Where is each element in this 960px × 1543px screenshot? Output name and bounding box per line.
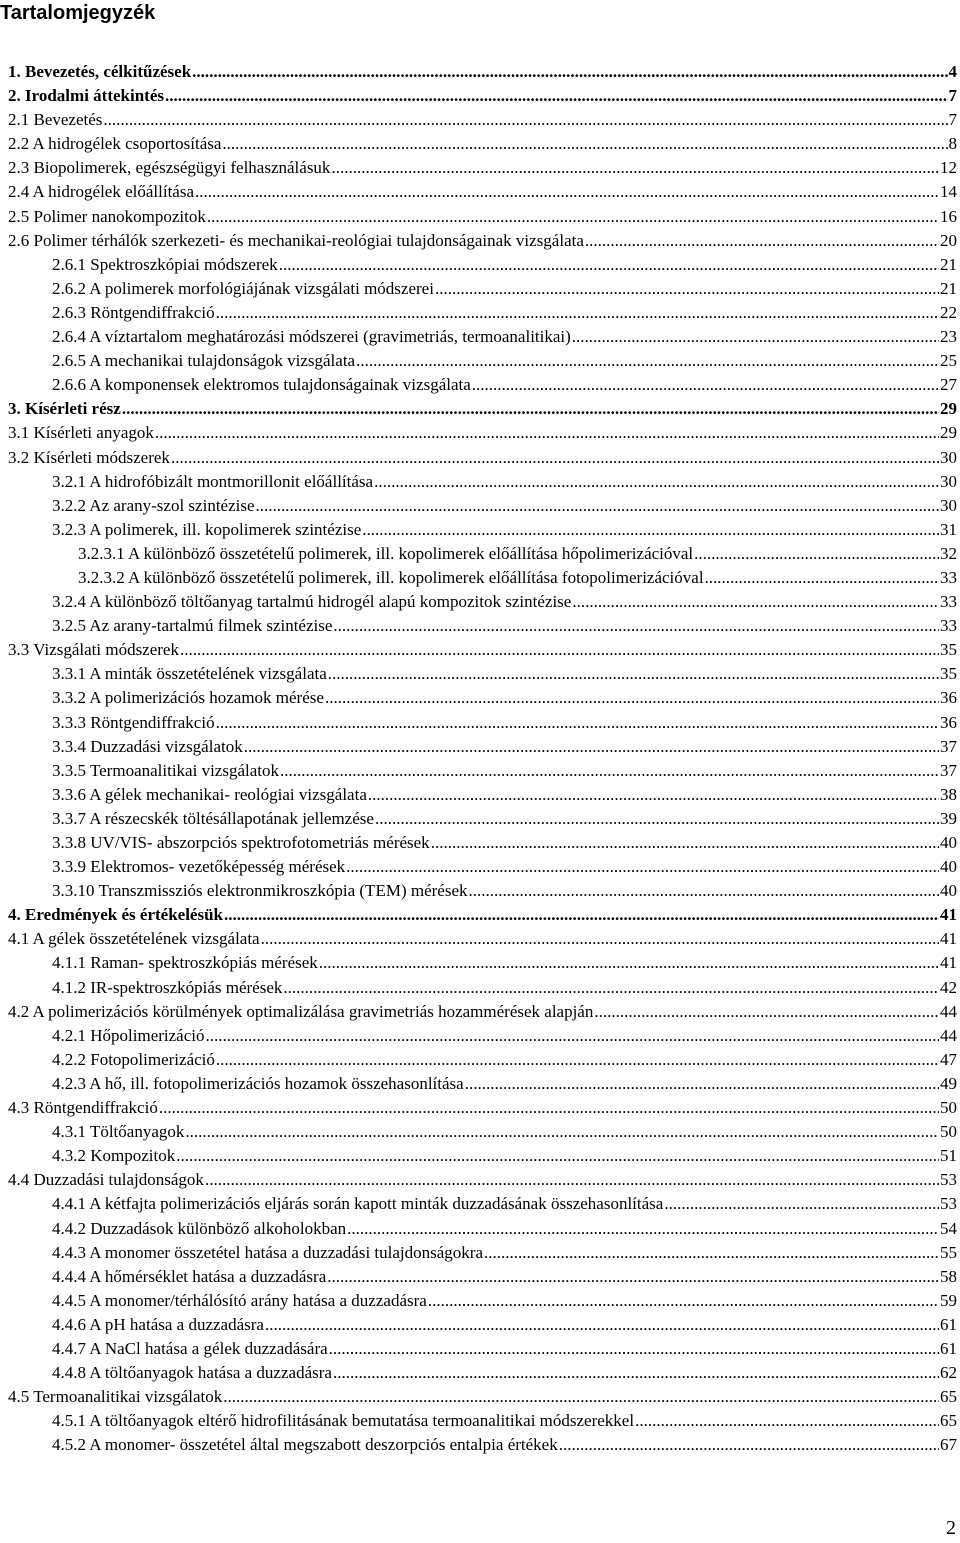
toc-entry[interactable] [0, 542, 960, 566]
toc-leader-dots [185, 1120, 939, 1144]
toc-entry-page: 49 [940, 1073, 957, 1093]
toc-leader-dots [205, 1168, 939, 1192]
toc-entry-label: 4.1.1 Raman- spektroszkópiás mérések [52, 953, 318, 973]
toc-leader-dots [216, 711, 939, 735]
toc-entry[interactable] [0, 518, 960, 542]
toc-entry-page: 14 [940, 182, 957, 202]
toc-entry-page: 40 [940, 881, 957, 901]
toc-entry-page: 33 [940, 592, 957, 612]
toc-entry-page: 53 [940, 1194, 957, 1214]
toc-leader-dots [319, 951, 939, 975]
toc-entry[interactable] [0, 903, 960, 927]
toc-entry-label: 4.4.4 A hőmérséklet hatása a duzzadásra [52, 1266, 327, 1286]
toc-entry-page: 16 [940, 206, 957, 226]
table-of-contents [0, 60, 960, 1457]
toc-entry-label: 4.4.5 A monomer/térhálósító arány hatása a duzzadásra [52, 1290, 427, 1310]
toc-entry[interactable] [0, 614, 960, 638]
toc-leader-dots [265, 1313, 939, 1337]
toc-leader-dots [103, 108, 947, 132]
toc-entry[interactable] [0, 1120, 960, 1144]
toc-leader-dots [159, 1096, 939, 1120]
toc-entry-page: 31 [940, 519, 957, 539]
toc-entry[interactable] [0, 783, 960, 807]
toc-entry[interactable] [0, 1241, 960, 1265]
toc-entry[interactable] [0, 349, 960, 373]
toc-entry-label: 3.3.1 A minták összetételének vizsgálata [52, 664, 327, 684]
toc-entry[interactable] [0, 662, 960, 686]
toc-entry[interactable] [0, 205, 960, 229]
toc-entry[interactable] [0, 397, 960, 421]
toc-leader-dots [368, 783, 939, 807]
toc-entry-page: 7 [948, 86, 957, 106]
toc-entry-label: 2.1 Bevezetés [8, 110, 103, 130]
toc-entry[interactable] [0, 1313, 960, 1337]
toc-entry-page: 65 [940, 1387, 957, 1407]
toc-entry-page: 35 [940, 664, 957, 684]
toc-entry-label: 2.6.6 A komponensek elektromos tulajdonságainak vizsgálata [52, 375, 471, 395]
toc-entry-page: 33 [940, 567, 957, 587]
toc-leader-dots [279, 253, 939, 277]
toc-entry[interactable] [0, 638, 960, 662]
toc-entry-page: 65 [940, 1411, 957, 1431]
toc-entry-label: 4.3 Röntgendiffrakció [8, 1098, 158, 1118]
page-title: Tartalomjegyzék [0, 2, 156, 24]
toc-entry-page: 4 [948, 62, 957, 81]
toc-entry-page: 30 [940, 447, 957, 467]
toc-entry-label: 3.2.3.1 A különböző összetételű polimerek, ill. kopolimerek előállítása hőpolimerizációval [78, 543, 694, 563]
toc-leader-dots [280, 759, 939, 783]
toc-entry[interactable] [0, 494, 960, 518]
page-number: 2 [946, 1517, 956, 1539]
toc-leader-dots [165, 84, 948, 108]
toc-entry-page: 67 [940, 1435, 957, 1455]
toc-leader-dots [465, 1072, 939, 1096]
toc-entry[interactable] [0, 951, 960, 975]
toc-entry-page: 8 [948, 134, 957, 154]
toc-leader-dots [705, 566, 939, 590]
toc-entry-page: 41 [940, 929, 957, 949]
toc-entry[interactable] [0, 686, 960, 710]
toc-entry-page: 37 [940, 760, 957, 780]
toc-entry-page: 62 [940, 1363, 957, 1383]
toc-entry[interactable] [0, 566, 960, 590]
toc-entry-label: 4.2.1 Hőpolimerizáció [52, 1025, 205, 1045]
toc-leader-dots [216, 1048, 939, 1072]
toc-entry-page: 30 [940, 471, 957, 491]
toc-leader-dots [431, 831, 939, 855]
toc-leader-dots [694, 542, 939, 566]
toc-leader-dots [362, 518, 939, 542]
toc-entry-label: 4.4.6 A pH hatása a duzzadásra [52, 1314, 264, 1334]
toc-entry-label: 3.3.3 Röntgendiffrakció [52, 712, 215, 732]
toc-entry[interactable] [0, 1385, 960, 1409]
toc-leader-dots [594, 1000, 939, 1024]
toc-leader-dots [283, 976, 939, 1000]
toc-entry-label: 3.1 Kísérleti anyagok [8, 423, 154, 443]
toc-entry[interactable] [0, 108, 960, 132]
toc-entry-label: 4.2.3 A hő, ill. fotopolimerizációs hozamok összehasonlítása [52, 1073, 464, 1093]
toc-leader-dots [435, 277, 939, 301]
toc-entry-page: 27 [940, 375, 957, 395]
toc-leader-dots [122, 397, 939, 421]
toc-entry-page: 29 [940, 399, 957, 419]
toc-entry-page: 20 [940, 230, 957, 250]
toc-entry-label: 4.3.1 Töltőanyagok [52, 1122, 185, 1142]
toc-entry[interactable] [0, 84, 960, 108]
toc-leader-dots [635, 1409, 939, 1433]
toc-entry-label: 2.4 A hidrogélek előállítása [8, 182, 195, 202]
toc-entry-page: 50 [940, 1098, 957, 1118]
toc-entry-label: 4.4.8 A töltőanyagok hatása a duzzadásra [52, 1363, 332, 1383]
toc-entry-label: 4.1 A gélek összetételének vizsgálata [8, 929, 260, 949]
toc-entry[interactable] [0, 590, 960, 614]
toc-entry-page: 37 [940, 736, 957, 756]
toc-leader-dots [176, 1144, 939, 1168]
toc-entry-label: 2.5 Polimer nanokompozitok [8, 206, 206, 226]
toc-entry-label: 2.3 Biopolimerek, egészségügyi felhasználásuk [8, 158, 331, 178]
toc-entry[interactable] [0, 373, 960, 397]
toc-entry[interactable] [0, 855, 960, 879]
toc-entry[interactable] [0, 1289, 960, 1313]
toc-leader-dots [472, 373, 939, 397]
toc-entry-label: 2.6.4 A víztartalom meghatározási módszerei (gravimetriás, termoanalitikai) [52, 327, 571, 347]
toc-entry-page: 41 [940, 905, 957, 925]
toc-entry-label: 4.4.2 Duzzadások különböző alkoholokban [52, 1218, 347, 1238]
toc-leader-dots [374, 470, 939, 494]
toc-entry-page: 35 [940, 640, 957, 660]
toc-entry[interactable] [0, 1096, 960, 1120]
toc-entry-label: 4.5 Termoanalitikai vizsgálatok [8, 1387, 223, 1407]
toc-entry[interactable] [0, 229, 960, 253]
toc-entry-label: 4.4.7 A NaCl hatása a gélek duzzadására [52, 1338, 328, 1358]
toc-entry-page: 41 [940, 953, 957, 973]
toc-entry[interactable] [0, 1265, 960, 1289]
toc-leader-dots [171, 446, 939, 470]
toc-entry[interactable] [0, 301, 960, 325]
toc-entry-label: 4.2 A polimerizációs körülmények optimalizálása gravimetriás hozammérések alapján [8, 1001, 594, 1021]
toc-entry[interactable] [0, 1192, 960, 1216]
toc-entry-label: 3.3.9 Elektromos- vezetőképesség mérések [52, 857, 346, 877]
toc-leader-dots [329, 1337, 939, 1361]
toc-entry[interactable] [0, 277, 960, 301]
toc-entry-label: 3.3.10 Transzmissziós elektronmikroszkópia (TEM) mérések [52, 881, 468, 901]
toc-leader-dots [206, 1024, 940, 1048]
toc-entry[interactable] [0, 470, 960, 494]
toc-entry-label: 3.3.5 Termoanalitikai vizsgálatok [52, 760, 279, 780]
toc-entry[interactable] [0, 156, 960, 180]
toc-entry-page: 23 [940, 327, 957, 347]
toc-entry-label: 4.1.2 IR-spektroszkópiás mérések [52, 977, 283, 997]
toc-entry-page: 44 [940, 1001, 957, 1021]
toc-entry-label: 4. Eredmények és értékelésük [8, 905, 223, 925]
toc-leader-dots [216, 301, 939, 325]
toc-entry[interactable] [0, 60, 960, 84]
toc-entry-page: 42 [940, 977, 957, 997]
toc-entry-label: 2.6 Polimer térhálók szerkezeti- és mechanikai-reológiai tulajdonságainak vizsgálata [8, 230, 584, 250]
toc-entry-label: 2.2 A hidrogélek csoportosítása [8, 134, 222, 154]
toc-leader-dots [356, 349, 939, 373]
toc-leader-dots [325, 686, 939, 710]
toc-entry[interactable] [0, 976, 960, 1000]
toc-entry-label: 4.2.2 Fotopolimerizáció [52, 1049, 215, 1069]
toc-leader-dots [572, 590, 939, 614]
toc-entry[interactable] [0, 1361, 960, 1385]
toc-entry-page: 61 [940, 1338, 957, 1358]
toc-entry[interactable] [0, 1000, 960, 1024]
toc-entry-page: 54 [940, 1218, 957, 1238]
toc-leader-dots [244, 735, 939, 759]
toc-entry[interactable] [0, 879, 960, 903]
toc-entry-page: 7 [948, 110, 957, 130]
toc-entry-label: 1. Bevezetés, célkitűzések [8, 62, 192, 81]
toc-entry-label: 3.3.8 UV/VIS- abszorpciós spektrofotometriás mérések [52, 833, 430, 852]
toc-entry-page: 12 [940, 158, 957, 178]
toc-entry[interactable] [0, 1144, 960, 1168]
toc-leader-dots [222, 132, 947, 156]
toc-leader-dots [333, 614, 939, 638]
toc-entry-label: 4.5.1 A töltőanyagok eltérő hidrofilitásának bemutatása termoanalitikai módszerekkel [52, 1411, 635, 1431]
toc-leader-dots [180, 638, 939, 662]
toc-entry[interactable] [0, 1072, 960, 1096]
toc-leader-dots [469, 879, 940, 903]
toc-leader-dots [585, 229, 939, 253]
toc-entry-page: 47 [940, 1049, 957, 1069]
toc-leader-dots [261, 927, 939, 951]
toc-entry[interactable] [0, 1433, 960, 1457]
toc-entry[interactable] [0, 180, 960, 204]
toc-entry-page: 21 [940, 278, 957, 298]
toc-leader-dots [328, 662, 939, 686]
toc-entry-page: 40 [940, 857, 957, 877]
toc-entry-page: 39 [940, 808, 957, 828]
toc-leader-dots [195, 180, 939, 204]
toc-entry-page: 61 [940, 1314, 957, 1334]
toc-entry-page: 50 [940, 1122, 957, 1142]
toc-leader-dots [192, 60, 947, 84]
toc-leader-dots [256, 494, 939, 518]
toc-entry[interactable] [0, 807, 960, 831]
toc-leader-dots [327, 1265, 939, 1289]
toc-entry[interactable] [0, 421, 960, 445]
toc-entry-page: 21 [940, 254, 957, 274]
toc-entry-page: 30 [940, 495, 957, 515]
toc-entry-label: 4.5.2 A monomer- összetétel által megszabott deszorpciós entalpia értékek [52, 1435, 558, 1455]
toc-leader-dots [484, 1241, 939, 1265]
toc-entry-label: 3.3.2 A polimerizációs hozamok mérése [52, 688, 324, 708]
toc-leader-dots [664, 1192, 939, 1216]
toc-leader-dots [346, 855, 939, 879]
toc-entry[interactable] [0, 927, 960, 951]
toc-entry-page: 36 [940, 688, 957, 708]
toc-entry-label: 2.6.2 A polimerek morfológiájának vizsgálati módszerei [52, 278, 434, 298]
toc-entry-page: 33 [940, 616, 957, 636]
toc-entry-label: 2.6.5 A mechanikai tulajdonságok vizsgálata [52, 351, 356, 371]
toc-entry-label: 3.2.5 Az arany-tartalmú filmek szintézise [52, 616, 333, 636]
toc-entry-label: 4.4 Duzzadási tulajdonságok [8, 1170, 204, 1190]
toc-entry-page: 40 [940, 833, 957, 852]
toc-entry-label: 3.3 Vizsgálati módszerek [8, 640, 179, 660]
toc-entry-page: 32 [940, 543, 957, 563]
toc-entry-label: 2.6.3 Röntgendiffrakció [52, 302, 215, 322]
toc-entry-label: 3. Kísérleti rész [8, 399, 121, 419]
toc-entry-page: 55 [940, 1242, 957, 1262]
toc-entry-page: 36 [940, 712, 957, 732]
toc-entry-label: 4.4.1 A kétfajta polimerizációs eljárás során kapott minták duzzadásának összehasonlítása [52, 1194, 664, 1214]
toc-leader-dots [559, 1433, 939, 1457]
toc-leader-dots [223, 1385, 939, 1409]
toc-entry-page: 29 [940, 423, 957, 443]
toc-entry-label: 3.2.4 A különböző töltőanyag tartalmú hidrogél alapú kompozitok szintézise [52, 592, 572, 612]
toc-entry-label: 2. Irodalmi áttekintés [8, 86, 164, 106]
toc-entry[interactable] [0, 132, 960, 156]
toc-entry[interactable] [0, 253, 960, 277]
toc-entry-label: 3.3.7 A részecskék töltésállapotának jellemzése [52, 808, 374, 828]
toc-entry[interactable] [0, 325, 960, 349]
toc-entry-page: 22 [940, 302, 957, 322]
toc-entry-label: 2.6.1 Spektroszkópiai módszerek [52, 254, 278, 274]
toc-entry[interactable] [0, 1168, 960, 1192]
toc-leader-dots [333, 1361, 939, 1385]
toc-entry[interactable] [0, 1048, 960, 1072]
toc-entry-page: 25 [940, 351, 957, 371]
toc-entry-label: 3.2.2 Az arany-szol szintézise [52, 495, 255, 515]
toc-entry-page: 44 [940, 1025, 957, 1045]
toc-entry-label: 4.3.2 Kompozitok [52, 1146, 176, 1166]
toc-entry-page: 51 [940, 1146, 957, 1166]
toc-entry-label: 3.2 Kísérleti módszerek [8, 447, 170, 467]
toc-entry[interactable] [0, 735, 960, 759]
toc-entry[interactable] [0, 1024, 960, 1048]
toc-leader-dots [347, 1217, 939, 1241]
toc-leader-dots [207, 205, 939, 229]
toc-entry-label: 3.2.1 A hidrofóbizált montmorillonit előállítása [52, 471, 374, 491]
toc-entry-label: 4.4.3 A monomer összetétel hatása a duzzadási tulajdonságokra [52, 1242, 484, 1262]
toc-entry[interactable] [0, 759, 960, 783]
toc-entry-page: 58 [940, 1266, 957, 1286]
toc-leader-dots [331, 156, 939, 180]
toc-entry-label: 3.3.6 A gélek mechanikai- reológiai vizsgálata [52, 784, 367, 804]
toc-entry[interactable] [0, 1409, 960, 1433]
toc-entry[interactable] [0, 831, 960, 855]
toc-leader-dots [155, 421, 939, 445]
toc-entry-page: 38 [940, 784, 957, 804]
toc-entry-label: 3.3.4 Duzzadási vizsgálatok [52, 736, 243, 756]
toc-entry[interactable] [0, 711, 960, 735]
toc-leader-dots [572, 325, 939, 349]
toc-entry-page: 53 [940, 1170, 957, 1190]
toc-entry[interactable] [0, 1217, 960, 1241]
toc-leader-dots [375, 807, 939, 831]
toc-leader-dots [224, 903, 939, 927]
toc-entry[interactable] [0, 446, 960, 470]
toc-entry[interactable] [0, 1337, 960, 1361]
toc-entry-label: 3.2.3 A polimerek, ill. kopolimerek szintézise [52, 519, 362, 539]
toc-entry-page: 59 [940, 1290, 957, 1310]
toc-leader-dots [428, 1289, 939, 1313]
toc-entry-label: 3.2.3.2 A különböző összetételű polimerek, ill. kopolimerek előállítása fotopolimerizációval [78, 567, 704, 587]
